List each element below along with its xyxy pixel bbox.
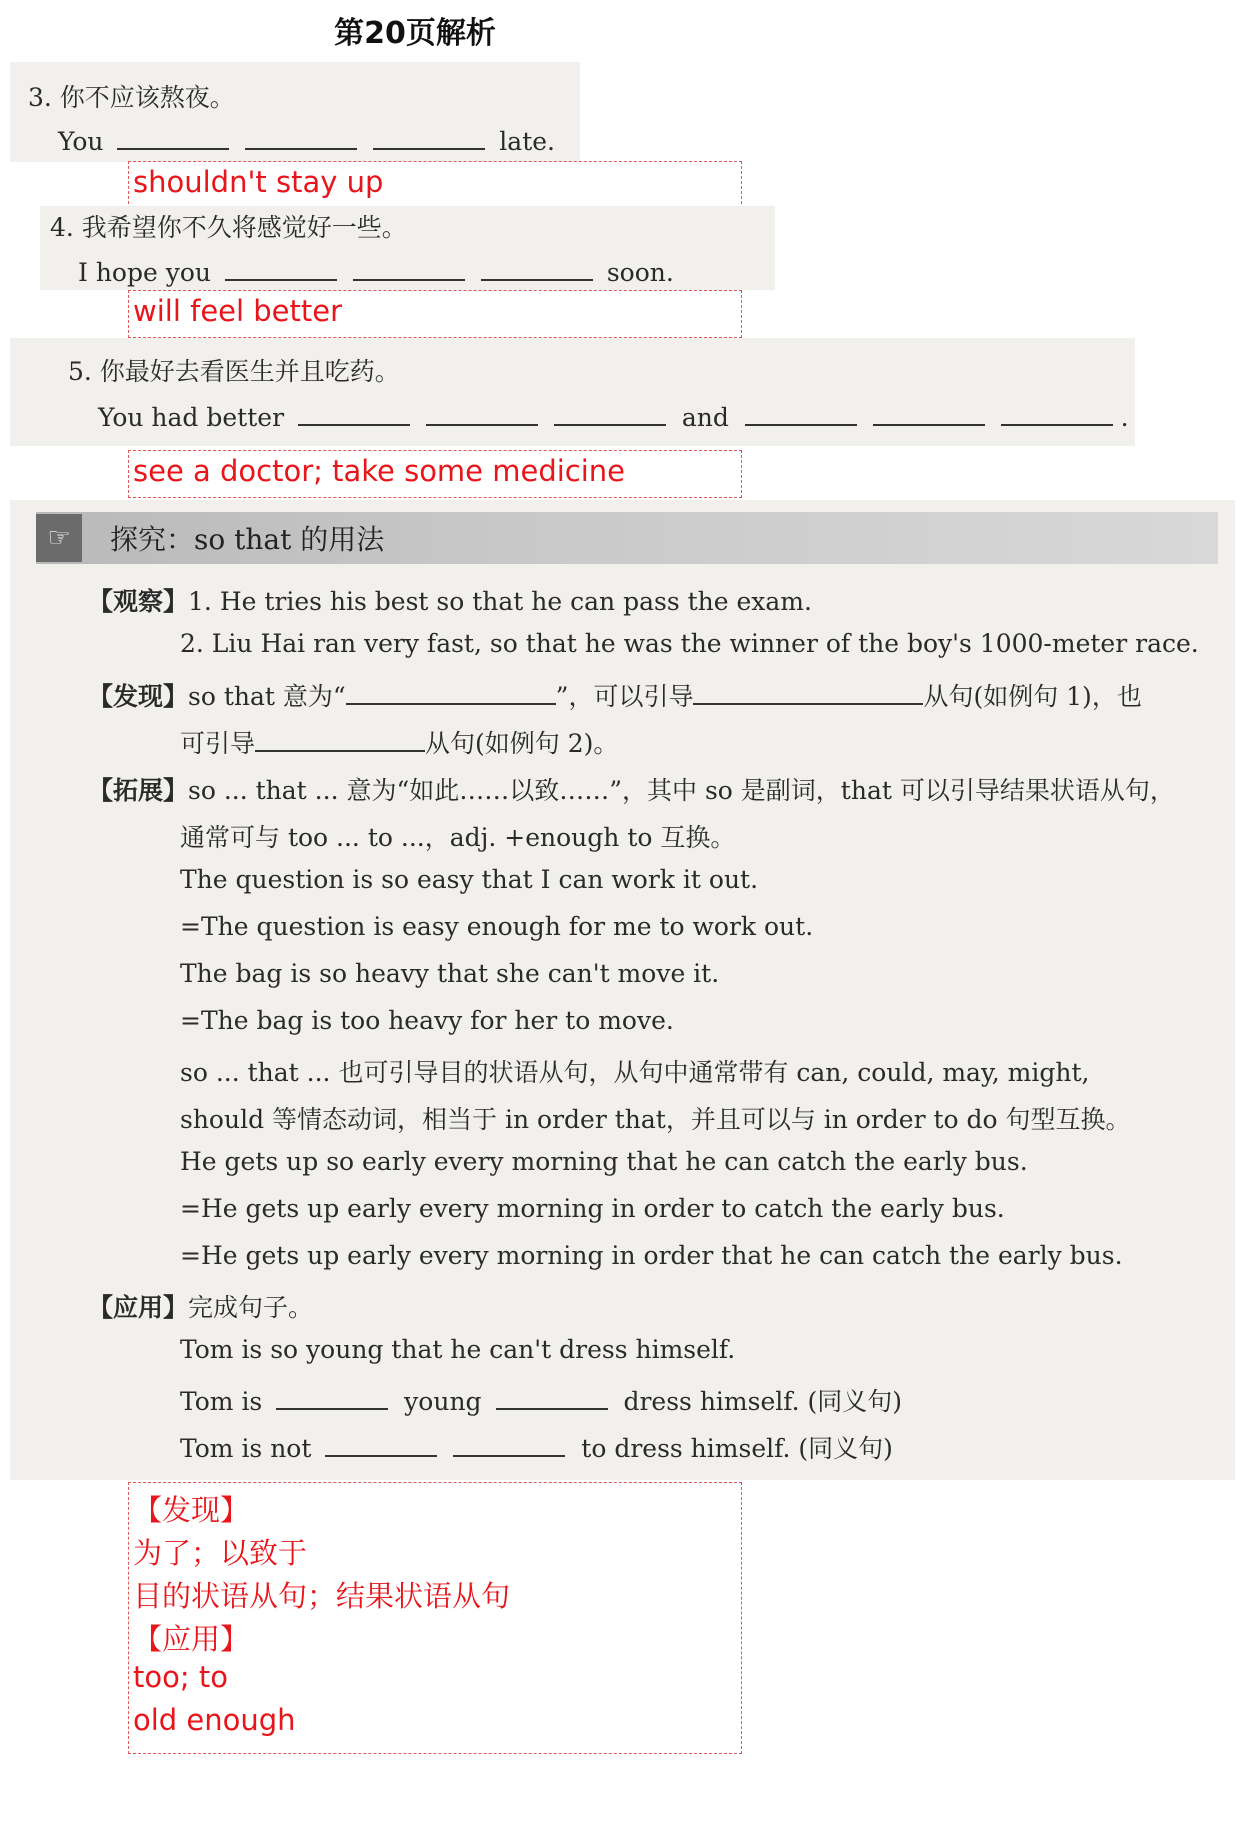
pointing-hand-icon: ☞ (36, 514, 82, 562)
apply-line-1: Tom is so young that he can't dress himself. (180, 1335, 736, 1364)
answer-apply-2: old enough (133, 1703, 296, 1737)
apply-label: 【应用】 (88, 1293, 189, 1322)
observe-label: 【观察】 (88, 587, 189, 616)
q3-end: late. (499, 127, 555, 156)
q5-blank-3[interactable] (554, 402, 666, 426)
page-title: 第20页解析 (334, 16, 496, 51)
q4-blank-2[interactable] (353, 257, 465, 281)
q5-mid: and (681, 403, 729, 432)
apply-blank-3[interactable] (325, 1433, 437, 1457)
apply-line-2 (180, 1382, 902, 1418)
extend-line-8: should 等情态动词，相当于 in order that，并且可以与 in order to do 句型互换。 (180, 1105, 1131, 1134)
answer-discover-2: 目的状语从句；结果状语从句 (133, 1579, 511, 1613)
answer-apply-label: 【应用】 (133, 1622, 250, 1656)
q4-blank-1[interactable] (225, 257, 337, 281)
apply-3b: to dress himself. (同义句) (581, 1434, 893, 1463)
extend-line-11: =He gets up early every morning in order that he can catch the early bus. (180, 1241, 1123, 1270)
q5-blank-2[interactable] (426, 402, 538, 426)
q3-answer: shouldn't stay up (133, 165, 384, 199)
discover-text-c: 从句(如例句 1)，也 (923, 682, 1142, 711)
extend-text-1: so ... that ... 意为“如此……以致……”，其中 so 是副词，that 可以引导结果状语从句， (188, 776, 1175, 805)
discover-text-e: 从句(如例句 2)。 (425, 729, 619, 758)
extend-line-10: =He gets up early every morning in order to catch the early bus. (180, 1194, 1005, 1223)
q3-blank-2[interactable] (245, 126, 357, 150)
apply-3a: Tom is not (180, 1434, 312, 1463)
discover-label: 【发现】 (88, 682, 189, 711)
question-5-chinese: 5. 你最好去看医生并且吃药。 (68, 357, 400, 386)
answer-apply-1: too; to (133, 1660, 228, 1694)
q3-start: You (58, 127, 104, 156)
q3-blank-1[interactable] (117, 126, 229, 150)
q4-blank-3[interactable] (481, 257, 593, 281)
extend-line-7: so ... that ... 也可引导目的状语从句，从句中通常带有 can, could, may, might, (180, 1058, 1090, 1087)
question-4-sentence (78, 257, 674, 287)
apply-blank-4[interactable] (453, 1433, 565, 1457)
apply-2a: Tom is (180, 1387, 263, 1416)
apply-intro: 完成句子。 (188, 1293, 314, 1322)
apply-2c: dress himself. (同义句) (623, 1387, 903, 1416)
apply-2b: young (404, 1387, 482, 1416)
discover-blank-3[interactable] (255, 728, 425, 752)
q4-start: I hope you (78, 258, 211, 287)
q4-end: soon. (606, 258, 674, 287)
extend-line-5: The bag is so heavy that she can't move it. (180, 959, 720, 988)
discover-blank-2[interactable] (693, 681, 923, 705)
discover-text-b: ”，可以引导 (555, 682, 694, 711)
section-title: 探究：so that 的用法 (110, 523, 385, 556)
q5-blank-1[interactable] (298, 402, 410, 426)
q5-start: You had better (98, 403, 285, 432)
q4-answer: will feel better (133, 294, 343, 328)
q5-blank-6[interactable] (1001, 402, 1113, 426)
q3-blank-3[interactable] (373, 126, 485, 150)
answer-discover-1: 为了；以致于 (133, 1536, 308, 1570)
q5-blank-5[interactable] (873, 402, 985, 426)
answer-discover-label: 【发现】 (133, 1493, 250, 1527)
discover-blank-1[interactable] (346, 681, 556, 705)
question-3-sentence (58, 126, 555, 156)
apply-line-intro (88, 1288, 313, 1324)
question-5-sentence (98, 402, 1129, 432)
observe-sentence-1: 1. He tries his best so that he can pass the exam. (188, 587, 812, 616)
q5-end: . (1120, 403, 1129, 432)
q5-blank-4[interactable] (745, 402, 857, 426)
extend-line-1 (88, 771, 1175, 807)
discover-text-d: 可引导 (180, 729, 256, 758)
discover-line-1 (88, 677, 1142, 713)
question-3-chinese: 3. 你不应该熬夜。 (28, 83, 235, 112)
extend-line-2: 通常可与 too ... to ...，adj. +enough to 互换。 (180, 823, 736, 852)
extend-line-9: He gets up so early every morning that he can catch the early bus. (180, 1147, 1028, 1176)
question-4-chinese: 4. 我希望你不久将感觉好一些。 (50, 213, 407, 242)
apply-blank-2[interactable] (496, 1386, 608, 1410)
extend-line-3: The question is so easy that I can work it out. (180, 865, 759, 894)
observe-line-2: 2. Liu Hai ran very fast, so that he was the winner of the boy's 1000-meter race. (180, 629, 1199, 658)
apply-blank-1[interactable] (276, 1386, 388, 1410)
discover-text-a: so that 意为“ (188, 682, 346, 711)
apply-line-3 (180, 1429, 893, 1465)
discover-line-2 (180, 724, 618, 760)
q5-answer: see a doctor; take some medicine (133, 454, 626, 488)
observe-line-1 (88, 582, 812, 618)
extend-label: 【拓展】 (88, 776, 189, 805)
extend-line-6: =The bag is too heavy for her to move. (180, 1006, 674, 1035)
extend-line-4: =The question is easy enough for me to work out. (180, 912, 814, 941)
